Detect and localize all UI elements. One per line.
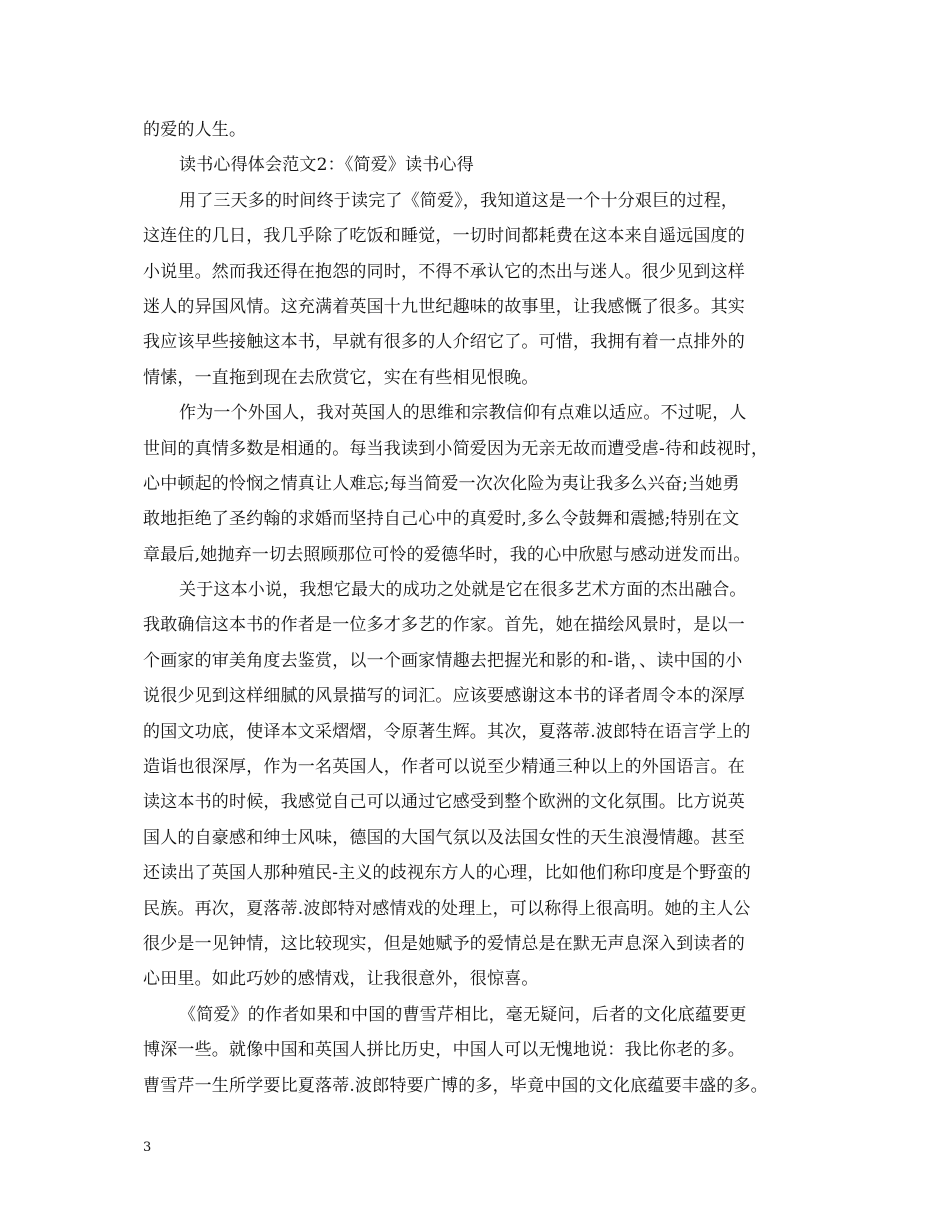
text-line: 关于这本小说，我想它最大的成功之处就是它在很多艺术方面的杰出融合。	[179, 580, 747, 601]
document-body	[143, 113, 810, 1104]
text-line: 迷人的异国风情。这充满着英国十九世纪趣味的故事里，让我感慨了很多。其实	[143, 296, 745, 317]
text-line: 章最后,她抛弃一切去照顾那位可怜的爱德华时，我的心中欣慰与感动迸发而出。	[143, 544, 751, 565]
text-line: 说很少见到这样细腻的风景描写的词汇。应该要感谢这本书的译者周令本的深厚	[143, 686, 745, 707]
text-line: 的爱的人生。	[143, 120, 247, 140]
page-number: 3	[143, 1140, 152, 1155]
text-line: 造诣也很深厚，作为一名英国人，作者可以说至少精通三种以上的外国语言。在	[143, 757, 745, 778]
text-line: 民族。再次，夏落蒂.波郎特对感情戏的处理上，可以称得上很高明。她的主人公	[143, 898, 751, 919]
text-line: 心田里。如此巧妙的感情戏，让我很意外，很惊喜。	[143, 969, 539, 990]
text-line: 读书心得体会范文2：《简爱》读书心得	[179, 155, 474, 176]
text-line: 《简爱》的作者如果和中国的曹雪芹相比，毫无疑问，后者的文化底蕴要更	[179, 1004, 747, 1025]
text-line: 我敢确信这本书的作者是一位多才多艺的作家。首先，她在描绘风景时，是以一	[143, 615, 745, 636]
text-line: 的国文功底，使译本文采熠熠，令原著生辉。其次，夏落蒂.波郎特在语言学上的	[143, 721, 751, 742]
text-line: 心中顿起的怜悯之情真让人难忘;每当简爱一次次化险为夷让我多么兴奋;当她勇	[143, 473, 740, 494]
text-line: 敢地拒绝了圣约翰的求婚而坚持自己心中的真爱时,多么令鼓舞和震撼;特别在文	[143, 509, 740, 530]
text-line: 曹雪芹一生所学要比夏落蒂.波郎特要广博的多，毕竟中国的文化底蕴要丰盛的多。	[143, 1075, 768, 1096]
text-line: 博深一些。就像中国和英国人拼比历史，中国人可以无愧地说：我比你老的多。	[143, 1040, 745, 1061]
text-line: 很少是一见钟情，这比较现实，但是她赋予的爱情总是在默无声息深入到读者的	[143, 933, 745, 954]
text-line: 小说里。然而我还得在抱怨的同时，不得不承认它的杰出与迷人。很少见到这样	[143, 261, 745, 282]
text-line: 个画家的审美角度去鉴赏，以一个画家情趣去把握光和影的和-谐，、读中国的小	[143, 650, 743, 671]
text-line: 我应该早些接触这本书，早就有很多的人介绍它了。可惜，我拥有着一点排外的	[143, 332, 745, 353]
text-line: 作为一个外国人，我对英国人的思维和宗教信仰有点难以适应。不过呢，人	[179, 403, 747, 424]
text-line: 国人的自豪感和绅士风味，德国的大国气氛以及法国女性的天生浪漫情趣。甚至	[143, 827, 745, 848]
text-line: 世间的真情多数是相通的。每当我读到小简爱因为无亲无故而遭受虐-待和歧视时，	[143, 438, 769, 459]
text-line: 读这本书的时候，我感觉自己可以通过它感受到整个欧洲的文化氛围。比方说英	[143, 792, 745, 813]
text-line: 这连住的几日，我几乎除了吃饭和睡觉，一切时间都耗费在这本来自遥远国度的	[143, 226, 745, 247]
text-line: 情愫，一直拖到现在去欣赏它，实在有些相见恨晚。	[143, 367, 539, 388]
text-line: 用了三天多的时间终于读完了《简爱》，我知道这是一个十分艰巨的过程，	[179, 190, 739, 211]
text-line: 还读出了英国人那种殖民-主义的歧视东方人的心理，比如他们称印度是个野蛮的	[143, 863, 751, 884]
